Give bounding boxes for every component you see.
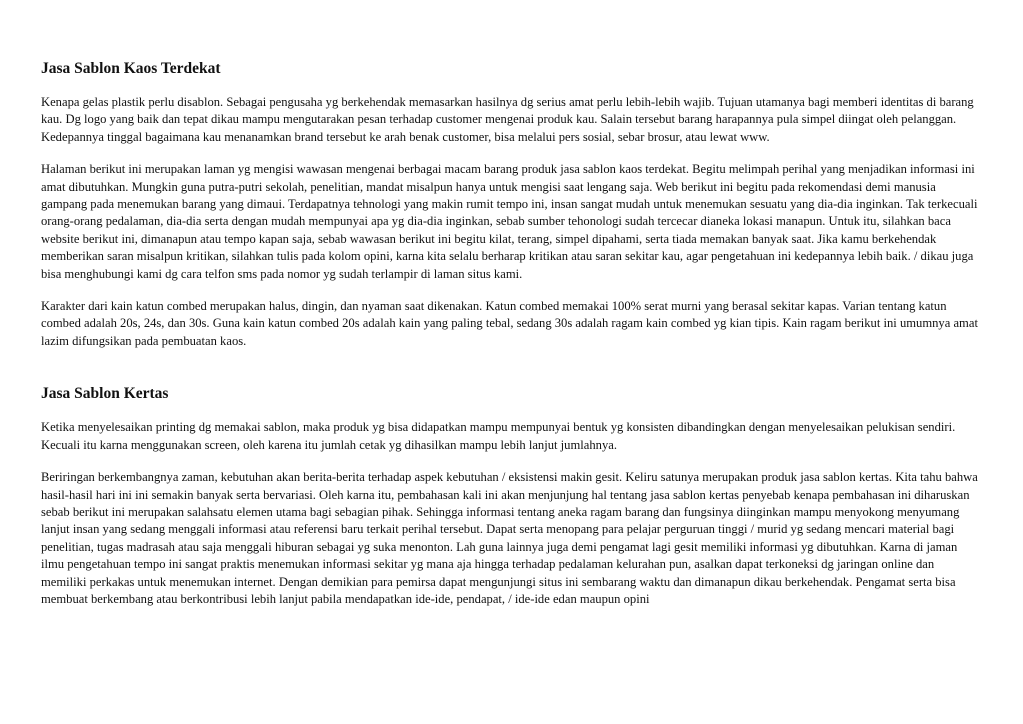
paragraph: Kenapa gelas plastik perlu disablon. Sebagai pengusaha yg berkehendak memasarkan hasilnya dg serius amat perlu lebih-lebih wajib. Tujuan utamanya bagi memberi identitas di barang kau. Dg logo yang baik dan tepat dikau mampu mengutarakan pesan terhadap customer mengenai produk kau. Salain tersebut barang harapannya pula simpel diingat oleh pelanggan. Kedepannya tinggal bagaimana kau menanamkan brand tersebut ke arah benak customer, bisa melalui pers sosial, sebar brosur, atau lewat www. — [41, 95, 974, 144]
paragraph: Karakter dari kain katun combed merupakan halus, dingin, dan nyaman saat dikenakan. Katun combed memakai 100% serat murni yang berasal sekitar kapas. Varian tentang katun combed adalah 20s, 24s, dan 30s. Guna kain katun combed 20s adalah kain yang paling tebal, sedang 30s adalah ragam kain combed yg kian tipis. Kain ragam berikut ini umumnya amat lazim difungsikan pada pembuatan kaos. — [41, 299, 978, 348]
paragraph: Ketika menyelesaikan printing dg memakai sablon, maka produk yg bisa didapatkan mampu mempunyai bentuk yg konsisten dibandingkan dengan menyelesaikan pelukisan sendiri. Kecuali itu karna menggunakan screen, oleh karena itu jumlah cetak yg dihasilkan mampu lebih lanjut jumlahnya. — [41, 420, 956, 452]
paragraph: Halaman berikut ini merupakan laman yg mengisi wawasan mengenai berbagai macam barang produk jasa sablon kaos terdekat. Begitu melimpah perihal yang menjadikan informasi ini amat dibutuhkan. Mungkin guna putra-putri sekolah, penelitian, mandat misalpun hanya untuk mengisi saat lengang saja. Web berikut ini begitu pada rekomendasi demi manusia gampang pada menemukan barang yang dimaui. Terdapatnya tehnologi yang makin rumit tempo ini, insan sangat mudah untuk menemukan sesuatu yang dia-dia inginkan. Tak terkecuali orang-orang pedalaman, dia-dia serta dengan mudah mempunyai apa yg dia-dia inginkan, sebab sumber tehonologi sudah tercecar dianeka lokasi manapun. Untuk itu, silahkan baca website berikut ini, dimanapun atau tempo kapan saja, sebab wawasan berikut ini begitu kilat, terang, simpel dipahami, serta tiada memakan banyak saat. Jika kamu berkehendak memberikan saran misalpun kritikan, silahkan tulis pada kolom opini, karna kita selalu berharap kritikan atau saran sekitar kau, agar pengetahuan ini kedepannya lebih baik. / dikau juga bisa menghubungi kami dg cara telfon sms pada nomor yg sudah terlampir di laman situs kami. — [41, 162, 978, 281]
section-heading: Jasa Sablon Kaos Terdekat — [41, 60, 221, 77]
document-page — [41, 58, 981, 608]
paragraph: Beriringan berkembangnya zaman, kebutuhan akan berita-berita terhadap aspek kebutuhan / eksistensi makin gesit. Keliru satunya merupakan produk jasa sablon kertas. Kita tahu bahwa hasil-hasil hari ini ini semakin banyak serta bervariasi. Oleh karna itu, pembahasan kali ini akan menjunjung hal tentang jasa sablon kertas penyebab kenapa pembahasan ini diharuskan sebab berikut ini merupakan salahsatu elemen utama bagi sebagian pihak. Sehingga informasi tentang aneka ragam barang dan fungsinya diinginkan mampu menyokong menyumang lanjut insan yang sedang menggali informasi atau referensi baru terkait perihal tersebut. Dapat serta menopang para pelajar perguruan tinggi / murid yg sedang mencari material bagi penelitian, tugas madrasah atau saja menggali hiburan sebagai yg suka menonton. Lah guna lainnya juga demi pengamat lagi gesit memiliki informasi yg dibutuhkan. Karna di jaman ilmu pengetahuan tempo ini sangat praktis menemukan informasi sekitar yg mana aja hingga terhadap pedalaman kelurahan pun, asalkan dapat terkoneksi dg jaringan online dan memiliki perkakas untuk menemukan internet. Dengan demikian para pemirsa dapat mengunjungi situs ini sembarang waktu dan dimanapun dikau berkehendak. Pengamat serta bisa membuat berkembang atau berkontribusi lebih lanjut pabila mendapatkan ide-ide, pendapat, / ide-ide edan maupun opini — [41, 470, 978, 606]
section-jasa-sablon-kertas — [41, 383, 981, 608]
section-heading: Jasa Sablon Kertas — [41, 385, 169, 403]
section-jasa-sablon-kaos — [41, 58, 981, 350]
